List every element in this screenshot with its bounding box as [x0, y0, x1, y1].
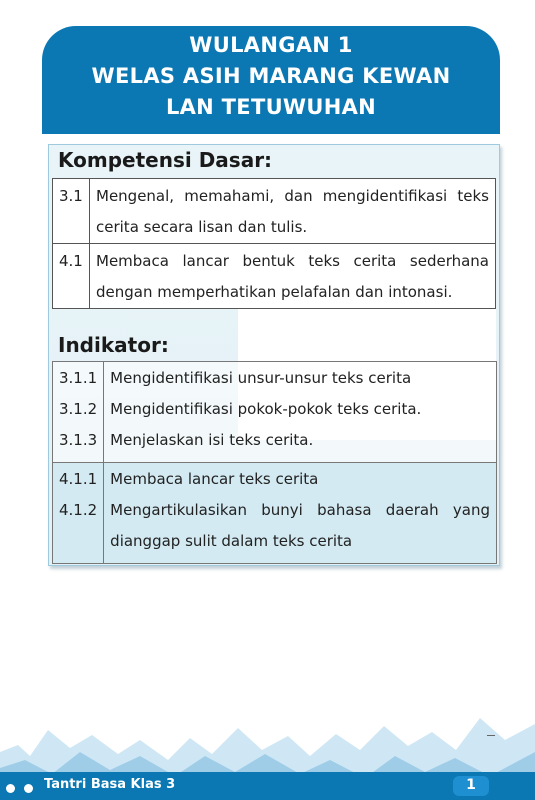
footer-dot-icon [24, 784, 33, 793]
kd-text: Membaca lancar bentuk teks cerita sederhana dengan memperhatikan pelafalan dan intonasi. [90, 244, 496, 309]
page-number: 1 [451, 774, 491, 798]
table-row [53, 394, 497, 425]
book-title: Tantri Basa Klas 3 [44, 777, 176, 792]
indicator-text: Menjelaskan isi teks cerita. [104, 425, 497, 463]
table-row [53, 463, 497, 496]
chapter-number: WULANGAN 1 [189, 33, 353, 57]
indicator-text: Mengidentifikasi unsur-unsur teks cerita [104, 362, 497, 395]
indikator-table [52, 361, 497, 564]
table-row [53, 362, 497, 395]
chapter-title-line-2: LAN TETUWUHAN [165, 95, 377, 119]
indicator-number: 4.1.2 [53, 495, 104, 564]
indicator-text: Mengidentifikasi pokok-pokok teks cerita. [104, 394, 497, 425]
kompetensi-table [52, 178, 496, 309]
footer-dot-icon [6, 784, 15, 793]
kd-number: 3.1 [53, 179, 90, 244]
indikator-heading: Indikator: [58, 333, 169, 357]
kompetensi-heading: Kompetensi Dasar: [58, 148, 273, 172]
chapter-title-banner [42, 26, 500, 134]
indicator-number: 3.1.2 [53, 394, 104, 425]
chapter-title-line-1: WELAS ASIH MARANG KEWAN [91, 64, 451, 88]
kd-text: Mengenal, memahami, dan mengidentifikasi teks cerita secara lisan dan tulis. [90, 179, 496, 244]
table-row [53, 425, 497, 463]
divider [487, 735, 495, 736]
indicator-number: 4.1.1 [53, 463, 104, 496]
indicator-text: Mengartikulasikan bunyi bahasa daerah yang dianggap sulit dalam teks cerita [104, 495, 497, 564]
table-row [53, 495, 497, 564]
indicator-number: 3.1.3 [53, 425, 104, 463]
table-row [53, 244, 496, 309]
indicator-number: 3.1.1 [53, 362, 104, 395]
indicator-text: Membaca lancar teks cerita [104, 463, 497, 496]
kd-number: 4.1 [53, 244, 90, 309]
table-row [53, 179, 496, 244]
